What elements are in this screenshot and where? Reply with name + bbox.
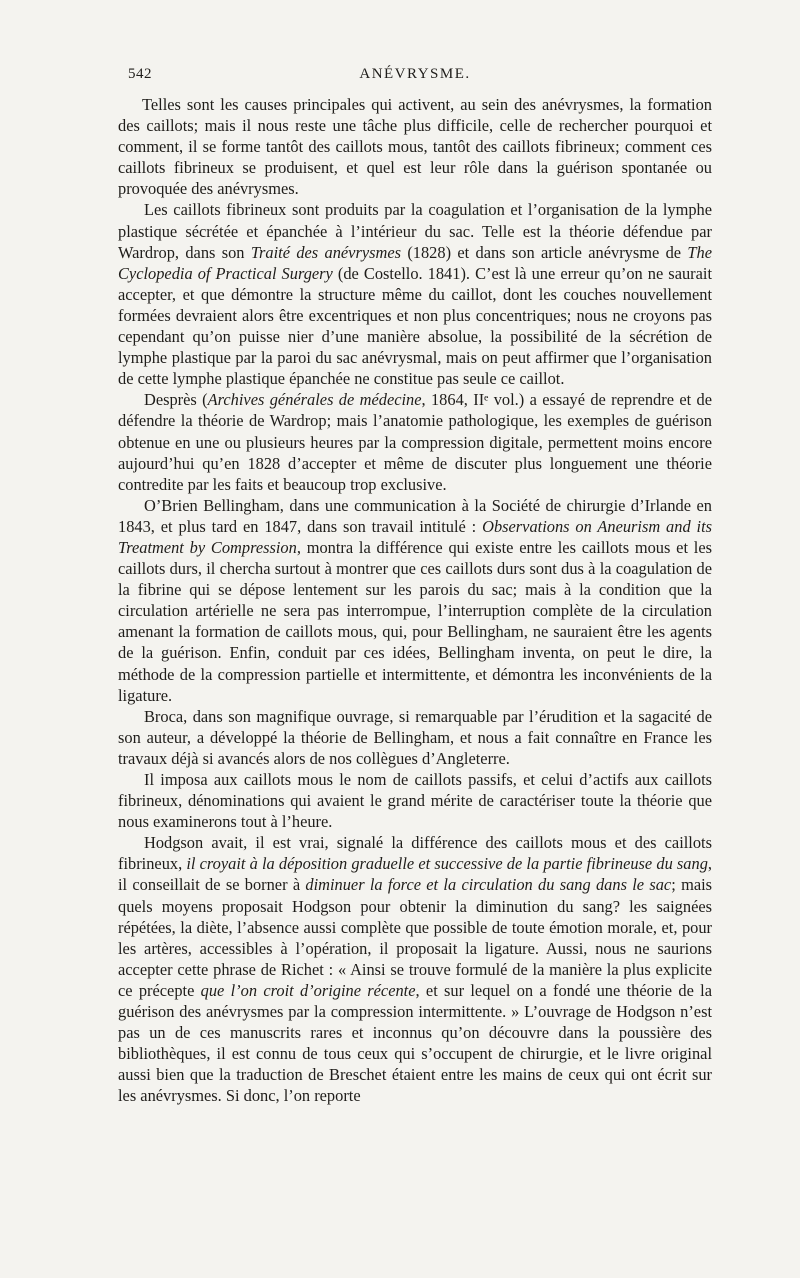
italic-text: Observations on Aneurism and its Treatment by Compression (118, 516, 712, 557)
paragraph (118, 706, 712, 769)
italic-text: Archives générales de médecine (207, 390, 422, 410)
paragraph (118, 199, 712, 389)
running-title: ANÉVRYSME. (359, 66, 471, 82)
page-number: 542 (128, 66, 152, 82)
body-text (118, 94, 712, 1107)
italic-text: il croyait à la déposition graduelle et successive de la partie fibrineuse du sang (186, 854, 708, 874)
text-run: O’Brien Bellingham, dans une communication à la Société de chirurgie d’Irlande en 1843, et plus tard en 1847, dans son travail intitulé : (118, 495, 712, 536)
text-run: Telles sont les causes principales qui activent, au sein des anévrysmes, la formation des caillots; mais il nous reste une tâche plus difficile, celle de rechercher pourquoi et comment, il se forme tantôt des caillots mous, tantôt des caillots fibrineux; comment ces caillots fibrineux se produisent, et quel est leur rôle dans la guérison spontanée ou provoquée des anévrysmes. (118, 95, 712, 199)
text-run: , montra la différence qui existe entre les caillots mous et les caillots durs, il chercha surtout à montrer que ces caillots durs sont dus à la coagulation de la fibrine qui se dépose lentement sur les parois du sac; mais à la condition que la circulation artérielle ne sera pas interrompue, l’interruption complète de la circulation amenant la formation de caillots mous, qui, pour Bellingham, ne sauraient être les agents de la guérison. Enfin, conduit par ces idées, Bellingham inventa, on peut le dire, la méthode de la compression partielle et intermittente, et démontra les inconvénients de la ligature. (118, 537, 712, 705)
text-run: (1828) et dans son article anévrysme de (401, 242, 688, 262)
italic-text: The Cyclopedia of Practical Surgery (118, 242, 712, 283)
paragraph (118, 94, 712, 199)
text-run: Il imposa aux caillots mous le nom de caillots passifs, et celui d’actifs aux caillots fibrineux, dénominations qui avaient le grand mérite de caractériser toute la théorie que nous examinerons tout à l’heure. (118, 770, 712, 832)
text-run: Broca, dans son magnifique ouvrage, si remarquable par l’érudition et la sagacité de son auteur, a développé la théorie de Bellingham, et nous a fait connaître en France les travaux déjà si avancés alors de nos collègues d’Angleterre. (118, 706, 712, 768)
text-run: ; mais quels moyens proposait Hodgson pour obtenir la diminution du sang? les saignées répétées, la diète, l’absence aussi complète que possible de toute émotion morale, et, pour les artères, accessibles à l’opération, il proposait la ligature. Aussi, nous ne saurions accepter cette phrase de Richet : « Ainsi se trouve formulé de la manière la plus explicite ce précepte (118, 875, 713, 1000)
text-run: (de Costello. 1841). C’est là une erreur qu’on ne saurait accepter, et que démontre la structure même du caillot, dont les couches nouvellement formées devraient alors être excentriques et non plus concentriques; nous ne croyons pas cependant qu’on puisse nier d’une manière absolue, la possibilité de la sécrétion de lymphe plastique par la paroi du sac anévrysmal, mais on peut affirmer que l’organisation de cette lymphe plastique épanchée ne constitue pas seule ce caillot. (118, 263, 713, 389)
italic-text: diminuer la force et la circulation du sang dans le sac (305, 875, 672, 895)
text-run: , 1864, IIᵉ vol.) a essayé de reprendre et de défendre la théorie de Wardrop; mais l’anatomie pathologique, les exemples de guérison obtenue en une ou plusieurs heures par la compression digitale, permettent moins encore aujourd’hui qu’en 1828 d’accepter et même de discuter plus longuement une théorie contredite par les faits et beaucoup trop exclusive. (118, 390, 712, 494)
italic-text: que l’on croit d’origine récente (200, 980, 416, 1000)
paragraph (118, 389, 712, 494)
text-run: , il conseillait de se borner à (118, 854, 713, 895)
text-run: Les caillots fibrineux sont produits par la coagulation et l’organisation de la lymphe plastique sécrétée et épanchée à l’intérieur du sac. Telle est la théorie défendue par Wardrop, dans son (118, 200, 712, 262)
text-run: , et sur lequel on a fondé une théorie de la guérison des anévrysmes par la compression intermittente. » L’ouvrage de Hodgson n’est pas un de ces manuscrits rares et inconnus qu’on découvre dans la poussière des bibliothèques, il est connu de tous ceux qui s’occupent de chirurgie, et le livre original aussi bien que la traduction de Breschet étaient entre les mains de ceux qui ont écrit sur les anévrysmes. Si donc, l’on reporte (118, 980, 712, 1106)
text-run: Desprès ( (144, 390, 208, 410)
italic-text: Traité des anévrysmes (250, 242, 401, 262)
paragraph (118, 769, 712, 832)
page-header (118, 66, 712, 90)
paragraph (118, 832, 712, 1106)
text-run: Hodgson avait, il est vrai, signalé la différence des caillots mous et des caillots fibrineux, (118, 833, 712, 874)
paragraph (118, 495, 712, 706)
